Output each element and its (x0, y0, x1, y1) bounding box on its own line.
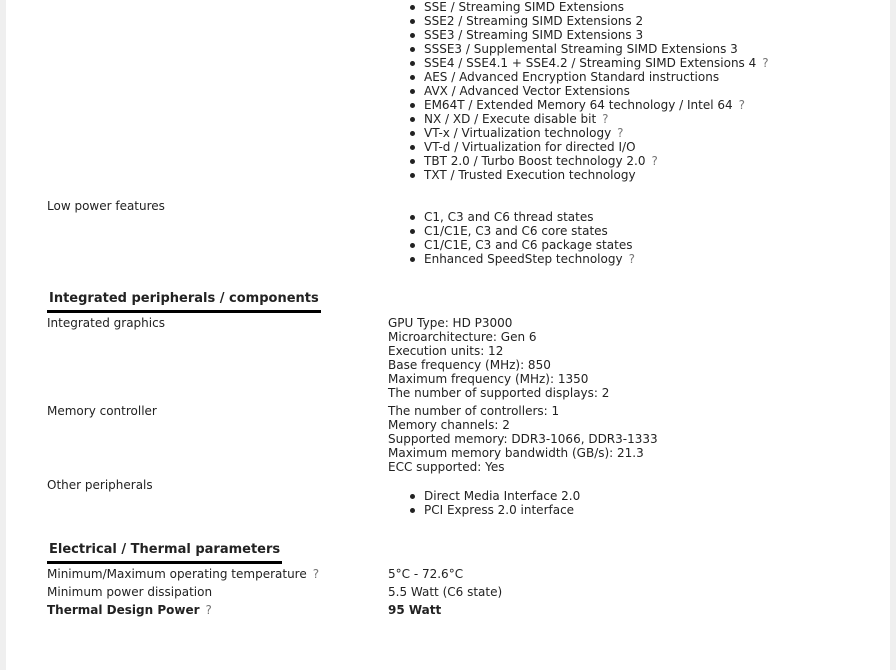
low-power-label: Low power features (47, 199, 165, 213)
min-power-value: 5.5 Watt (C6 state) (388, 585, 503, 599)
spec-line: Memory channels: 2 (388, 418, 510, 432)
spec-line: ECC supported: Yes (388, 460, 505, 474)
list-item: VT-d / Virtualization for directed I/O (388, 140, 769, 154)
list-item: SSE / Streaming SIMD Extensions (388, 0, 769, 14)
integrated-graphics-label: Integrated graphics (47, 316, 165, 330)
list-item: Direct Media Interface 2.0 (388, 489, 580, 503)
spec-line: Microarchitecture: Gen 6 (388, 330, 537, 344)
list-item: EM64T / Extended Memory 64 technology / Intel 64 ? (388, 98, 769, 112)
list-item: AES / Advanced Encryption Standard instructions (388, 70, 769, 84)
spec-line: Maximum frequency (MHz): 1350 (388, 372, 589, 386)
spec-line: Maximum memory bandwidth (GB/s): 21.3 (388, 446, 644, 460)
integrated-graphics-value (388, 316, 609, 400)
list-item: SSSE3 / Supplemental Streaming SIMD Extensions 3 (388, 42, 769, 56)
temperature-value: 5°C - 72.6°C (388, 567, 464, 581)
list-item: VT-x / Virtualization technology ? (388, 126, 769, 140)
tdp-label: Thermal Design Power ? (47, 603, 212, 617)
section-title-electrical: Electrical / Thermal parameters (47, 542, 282, 564)
list-item: C1/C1E, C3 and C6 core states (388, 224, 635, 238)
other-peripherals-list (388, 489, 580, 517)
list-item: PCI Express 2.0 interface (388, 503, 580, 517)
spec-line: The number of controllers: 1 (388, 404, 560, 418)
temperature-label: Minimum/Maximum operating temperature ? (47, 567, 320, 581)
spec-line: The number of supported displays: 2 (388, 386, 610, 400)
help-icon[interactable]: ? (617, 126, 624, 140)
list-item: SSE2 / Streaming SIMD Extensions 2 (388, 14, 769, 28)
help-icon[interactable]: ? (738, 98, 746, 112)
help-icon[interactable]: ? (602, 112, 609, 126)
spec-line: Supported memory: DDR3-1066, DDR3-1333 (388, 432, 658, 446)
other-peripherals-label: Other peripherals (47, 478, 153, 492)
spec-line: GPU Type: HD P3000 (388, 316, 513, 330)
min-power-label: Minimum power dissipation (47, 585, 213, 599)
instruction-set-list (388, 0, 769, 182)
list-item: TBT 2.0 / Turbo Boost technology 2.0 ? (388, 154, 769, 168)
list-item: C1, C3 and C6 thread states (388, 210, 635, 224)
list-item: TXT / Trusted Execution technology (388, 168, 769, 182)
spec-page (6, 0, 890, 670)
memory-controller-label: Memory controller (47, 404, 157, 418)
help-icon[interactable]: ? (312, 567, 320, 581)
help-icon[interactable]: ? (651, 154, 658, 168)
list-item: AVX / Advanced Vector Extensions (388, 84, 769, 98)
spec-line: Base frequency (MHz): 850 (388, 358, 551, 372)
low-power-list (388, 210, 635, 266)
section-title-integrated: Integrated peripherals / components (47, 291, 321, 313)
tdp-value: 95 Watt (388, 603, 442, 617)
list-item: SSE3 / Streaming SIMD Extensions 3 (388, 28, 769, 42)
help-icon[interactable]: ? (628, 252, 635, 266)
memory-controller-value (388, 404, 658, 474)
list-item: SSE4 / SSE4.1 + SSE4.2 / Streaming SIMD Extensions 4 ? (388, 56, 769, 70)
list-item: C1/C1E, C3 and C6 package states (388, 238, 635, 252)
list-item: NX / XD / Execute disable bit ? (388, 112, 769, 126)
spec-line: Execution units: 12 (388, 344, 504, 358)
list-item: Enhanced SpeedStep technology ? (388, 252, 635, 266)
help-icon[interactable]: ? (762, 56, 769, 70)
help-icon[interactable]: ? (205, 603, 212, 617)
